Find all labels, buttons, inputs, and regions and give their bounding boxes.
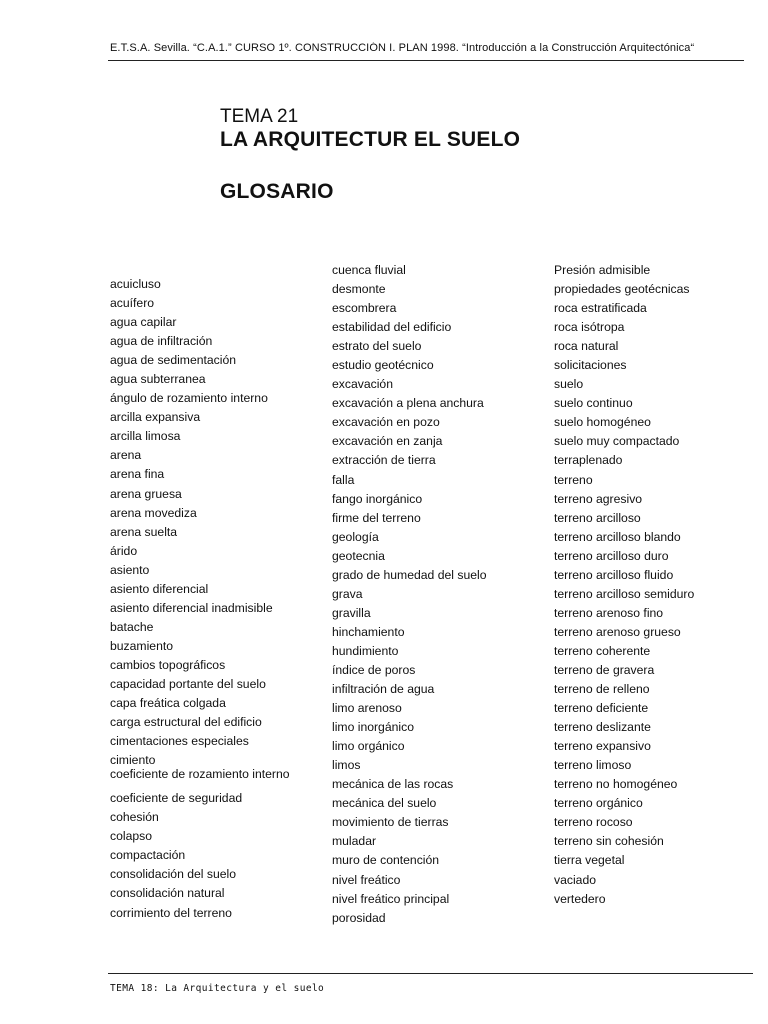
glossary-term: asiento [110, 562, 150, 577]
glossary-term: terreno deslizante [554, 720, 651, 735]
glossary-term: terreno agresivo [554, 491, 643, 506]
glossary-term: colapso [110, 829, 153, 844]
glossary-term: consolidación natural [110, 886, 225, 901]
glossary-term: carga estructural del edificio [110, 715, 262, 730]
glossary-term: solicitaciones [554, 358, 627, 373]
glossary-term: limos [332, 758, 361, 773]
glossary-term: capacidad portante del suelo [110, 676, 266, 691]
glossary-term: gravilla [332, 605, 371, 620]
glossary-term: terreno de gravera [554, 662, 655, 677]
glossary-term: arena gruesa [110, 486, 182, 501]
glossary-term: suelo homogéneo [554, 415, 651, 430]
glossary-term: Presión admisible [554, 263, 651, 277]
page-title: LA ARQUITECTUR EL SUELO [220, 128, 521, 151]
glossary-term: estudio geotécnico [332, 358, 434, 373]
glossary-term: arena suelta [110, 524, 178, 539]
glossary-term: terreno arenoso grueso [554, 624, 681, 639]
glossary-term: terreno limoso [554, 758, 632, 773]
glossary-term: capa freática colgada [110, 696, 226, 711]
glossary-term: arena [110, 448, 142, 463]
glossary-term: firme del terreno [332, 510, 421, 525]
glossary-term: mecánica de las rocas [332, 777, 454, 792]
glossary-term: compactación [110, 848, 186, 863]
glossary-term: nivel freático [332, 872, 401, 887]
glossary-term: geología [332, 529, 379, 544]
glossary-term: terreno arcilloso [554, 510, 641, 525]
glossary-term: hinchamiento [332, 624, 405, 639]
glossary-term: asiento diferencial inadmisible [110, 600, 273, 615]
glossary-term: agua de infiltración [110, 334, 213, 349]
glossary-term: excavación [332, 377, 393, 392]
glossary-term: cambios topográficos [110, 657, 226, 672]
glossary-term: suelo [554, 377, 584, 392]
glossary-term: excavación en zanja [332, 434, 443, 449]
glossary-term: terreno arcilloso fluido [554, 567, 674, 582]
glossary-term: batache [110, 619, 154, 634]
glossary-term: terreno de relleno [554, 682, 650, 697]
glossary-term: corrimiento del terreno [110, 905, 232, 920]
glossary-term: falla [332, 472, 355, 487]
glossary-term: movimiento de tierras [332, 815, 449, 830]
glossary-term: cimiento [110, 753, 156, 768]
glossary-term: coeficiente de seguridad [110, 791, 243, 806]
glossary-term: arcilla limosa [110, 429, 181, 444]
glossary-term: suelo muy compactado [554, 434, 680, 449]
tema-number: TEMA 21 [220, 106, 299, 127]
glossary-term: fango inorgánico [332, 491, 423, 506]
glossary-term: índice de poros [332, 662, 416, 677]
header-rule [108, 60, 744, 61]
glossary-term: cohesión [110, 810, 159, 825]
glossary-term: estrato del suelo [332, 339, 422, 354]
glossary-term: vertedero [554, 891, 606, 906]
glossary-term: desmonte [332, 282, 386, 297]
glossary-term: roca isótropa [554, 320, 625, 335]
glossary-term: infiltración de agua [332, 682, 435, 697]
glossary-term: arcilla expansiva [110, 410, 201, 425]
glossary-term: limo inorgánico [332, 720, 414, 735]
glossary-term: terreno coherente [554, 643, 651, 658]
glossary-term: agua subterranea [110, 372, 206, 387]
glossary-term: geotecnia [332, 548, 385, 563]
glossary-term: limo orgánico [332, 739, 405, 754]
glossary-term: terreno [554, 472, 593, 487]
glossary-term: ángulo de rozamiento interno [110, 391, 268, 406]
glossary-term: nivel freático principal [332, 891, 450, 906]
glossary-term: terreno arcilloso blando [554, 529, 681, 544]
glossary-term: extracción de tierra [332, 453, 436, 468]
glossary-term: terraplenado [554, 453, 623, 468]
glossary-term: agua de sedimentación [110, 353, 237, 368]
glossary-term: asiento diferencial [110, 581, 209, 596]
footer-rule [108, 973, 753, 974]
glossary-term: arena fina [110, 467, 165, 482]
glossary-term: tierra vegetal [554, 853, 625, 868]
glossary-term: grava [332, 586, 363, 601]
glossary-term: consolidación del suelo [110, 867, 237, 882]
glossary-term: agua capilar [110, 315, 177, 330]
glossary-term: arena movediza [110, 505, 197, 520]
glossary-term: terreno no homogéneo [554, 777, 678, 792]
glossary-term: acuicluso [110, 277, 161, 291]
glossary-term: escombrera [332, 301, 397, 316]
glossary-term: suelo continuo [554, 396, 633, 411]
glossary-term: acuífero [110, 296, 155, 311]
glossary-column-3 [554, 263, 764, 911]
glossary-term: terreno sin cohesión [554, 834, 664, 849]
glossary-column-1 [110, 277, 320, 925]
glossary-term: árido [110, 543, 138, 558]
glossary-term: propiedades geotécnicas [554, 282, 690, 297]
glossary-term: terreno arenoso fino [554, 605, 664, 620]
glossary-term: muro de contención [332, 853, 440, 868]
glossary-term: excavación a plena anchura [332, 396, 484, 411]
glossary-term: hundimiento [332, 643, 399, 658]
glossary-term: terreno arcilloso semiduro [554, 586, 695, 601]
glossary-term: terreno arcilloso duro [554, 548, 669, 563]
glossary-term: terreno expansivo [554, 739, 651, 754]
glossary-term: excavación en pozo [332, 415, 440, 430]
glossary-term: roca estratificada [554, 301, 647, 316]
page-header: E.T.S.A. Sevilla. “C.A.1.” CURSO 1º. CONSTRUCCIÓN I. PLAN 1998. “Introducción a la Construcción Arquitectónica“ [110, 42, 695, 54]
glossary-term: buzamiento [110, 638, 174, 653]
page-footer: TEMA 18: La Arquitectura y el suelo [110, 983, 325, 994]
glossary-term: estabilidad del edificio [332, 320, 452, 335]
glossary-term: cimentaciones especiales [110, 734, 249, 749]
glossary-term: mecánica del suelo [332, 796, 437, 811]
glossary-term: coeficiente de rozamiento interno [110, 767, 290, 782]
glossary-term: vaciado [554, 872, 597, 887]
glossary-term: terreno orgánico [554, 796, 643, 811]
glossary-heading: GLOSARIO [220, 180, 334, 203]
glossary-column-2 [332, 263, 542, 930]
glossary-term: limo arenoso [332, 701, 402, 716]
glossary-term: muladar [332, 834, 377, 849]
glossary-term: terreno rocoso [554, 815, 633, 830]
glossary-term: porosidad [332, 910, 386, 925]
glossary-term: roca natural [554, 339, 619, 354]
glossary-term: cuenca fluvial [332, 263, 406, 277]
glossary-term: terreno deficiente [554, 701, 649, 716]
glossary-term: grado de humedad del suelo [332, 567, 487, 582]
